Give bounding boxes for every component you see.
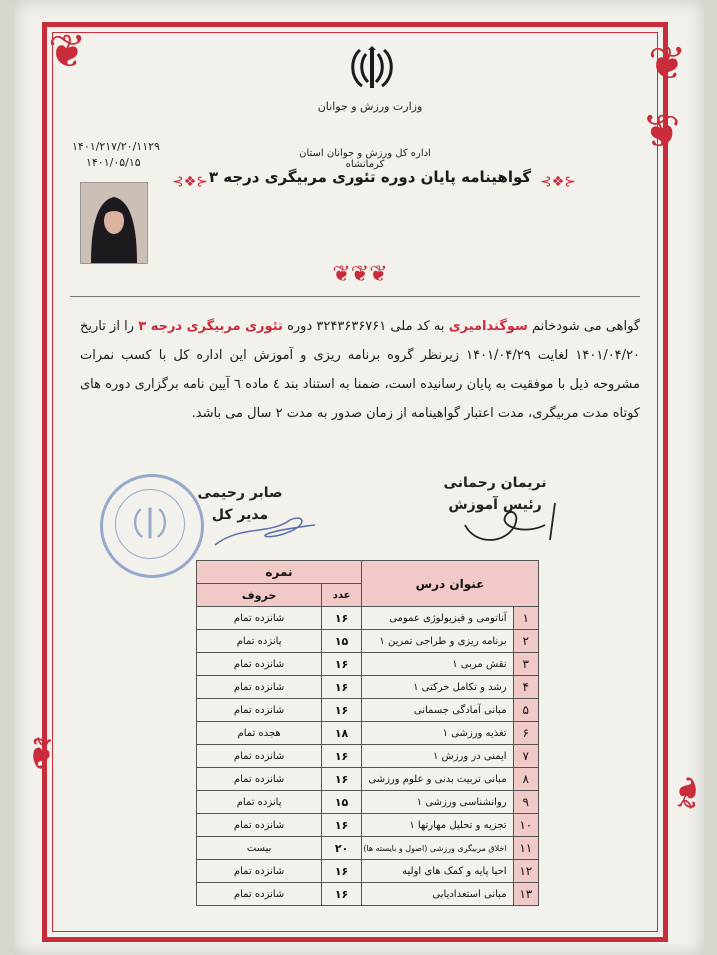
- grade-words: شانزده تمام: [197, 676, 322, 699]
- course-title: برنامه ریزی و طراحی تمرین ۱: [361, 630, 513, 653]
- grade-number: ۱۶: [322, 860, 362, 883]
- row-number: ۸: [513, 768, 538, 791]
- row-number: ۱۱: [513, 837, 538, 860]
- grade-words: شانزده تمام: [197, 653, 322, 676]
- table-row: [197, 630, 539, 653]
- grade-number: ۱۵: [322, 630, 362, 653]
- grade-words: هجده تمام: [197, 722, 322, 745]
- grade-words: شانزده تمام: [197, 883, 322, 906]
- grade-number: ۱۶: [322, 768, 362, 791]
- table-row: [197, 699, 539, 722]
- header-number: عدد: [322, 584, 362, 607]
- iran-emblem-icon: [346, 44, 398, 92]
- holder-name: سوگندامیری: [448, 319, 528, 334]
- title-ornament-right: ⊰❖⊱: [540, 174, 577, 190]
- stamp-emblem-icon: [130, 503, 170, 543]
- course-title: رشد و تکامل حرکتی ۱: [361, 676, 513, 699]
- side-ornament-right-top: ❦: [642, 104, 681, 158]
- grade-words: شانزده تمام: [197, 745, 322, 768]
- grade-number: ۱۵: [322, 791, 362, 814]
- ministry-name: وزارت ورزش و جوانان: [317, 100, 423, 113]
- office-name: اداره کل ورزش و جوانان استان کرمانشاه: [299, 148, 431, 170]
- row-number: ۵: [513, 699, 538, 722]
- header-grade: نمره: [197, 561, 362, 584]
- course-title: روانشناسی ورزشی ۱: [361, 791, 513, 814]
- grade-words: شانزده تمام: [197, 814, 322, 837]
- certificate-title: گواهینامه پایان دوره تئوری مربیگری درجه ۳: [208, 168, 532, 186]
- body-text-part1: گواهی می شودخانم: [527, 319, 641, 334]
- official-stamp: [100, 474, 204, 578]
- grade-words: پانزده تمام: [197, 791, 322, 814]
- grade-number: ۱۶: [322, 653, 362, 676]
- body-text-part3: را از تاریخ ۱۴۰۱/۰۴/۲۰ لغایت ۱۴۰۱/۰۴/۲۹ زیرنظر گروه برنامه ریزی و آموزش این اداره کل با کسب نمرات مشروحه ذیل با موفقیت به پایان رسانیده است، ضمنا به استناد بند ٤ ماده ٦ آیین نامه برگزاری دوره های کوتاه مدت مربیگری، مدت اعتبار گواهینامه از زمان صدور به مدت ۲ سال می باشد.: [80, 319, 641, 421]
- training-head-signature: [455, 495, 585, 550]
- table-row: [197, 745, 539, 768]
- course-title: احیا پایه و کمک های اولیه: [361, 860, 513, 883]
- row-number: ۶: [513, 722, 538, 745]
- course-title: نقش مربی ۱: [361, 653, 513, 676]
- grade-words: پانزده تمام: [197, 630, 322, 653]
- table-row: [197, 722, 539, 745]
- course-title: مبانی استعدادیابی: [361, 883, 513, 906]
- course-title: اخلاق مربیگری ورزشی (اصول و بایسته ها): [361, 837, 513, 860]
- table-row: [197, 676, 539, 699]
- grade-words: شانزده تمام: [197, 768, 322, 791]
- body-text-part2: به کد ملی ۳۲۴۳۶۳۶۷۶۱ دوره: [282, 319, 449, 334]
- course-title: مبانی آمادگی جسمانی: [361, 699, 513, 722]
- grade-number: ۱۸: [322, 722, 362, 745]
- row-number: ۱۳: [513, 883, 538, 906]
- table-row: [197, 883, 539, 906]
- course-title: تجزیه و تحلیل مهارتها ۱: [361, 814, 513, 837]
- training-head-name: نریمان رحمانی: [443, 475, 547, 491]
- director-name: صابر رحیمی: [197, 485, 283, 501]
- divider-line: [70, 296, 640, 297]
- training-head-title: رئیس آموزش: [448, 497, 542, 513]
- grade-number: ۱۶: [322, 676, 362, 699]
- title-ornament-left: ⊰❖⊱: [172, 174, 209, 190]
- row-number: ۳: [513, 653, 538, 676]
- row-number: ۷: [513, 745, 538, 768]
- grade-words: شانزده تمام: [197, 699, 322, 722]
- grade-number: ۱۶: [322, 699, 362, 722]
- grade-number: ۲۰: [322, 837, 362, 860]
- grade-words: شانزده تمام: [197, 607, 322, 630]
- corner-ornament-top-right: ❦: [648, 36, 687, 90]
- row-number: ۱: [513, 607, 538, 630]
- row-number: ۱۰: [513, 814, 538, 837]
- director-signature: [210, 505, 320, 555]
- grade-words: بیست: [197, 837, 322, 860]
- table-row: [197, 791, 539, 814]
- header-course-title: عنوان درس: [361, 561, 538, 607]
- grades-table: [196, 560, 539, 906]
- row-number: ۱۲: [513, 860, 538, 883]
- table-row: [197, 814, 539, 837]
- table-row: [197, 653, 539, 676]
- issue-date: ۱۴۰۱/۰۵/۱۵: [86, 156, 141, 169]
- row-number: ۴: [513, 676, 538, 699]
- table-row: [197, 860, 539, 883]
- grade-words: شانزده تمام: [197, 860, 322, 883]
- side-ornament-left-bottom: ❧: [14, 733, 69, 773]
- grade-number: ۱۶: [322, 607, 362, 630]
- director-title: مدیر کل: [211, 507, 269, 523]
- table-row: [197, 768, 539, 791]
- corner-ornament-top-left: ❦: [48, 24, 87, 78]
- grade-number: ۱۶: [322, 745, 362, 768]
- course-title: آناتومی و فیزیولوژی عمومی: [361, 607, 513, 630]
- reference-number: ۱۴۰۱/۲۱۷/۲۰/۱۱۲۹: [72, 140, 160, 153]
- table-row: [197, 837, 539, 860]
- course-title: مبانی تربیت بدنی و علوم ورزشی: [361, 768, 513, 791]
- side-ornament-right-bottom: ❧: [660, 773, 715, 813]
- certificate-body-text: [80, 312, 640, 428]
- course-title: تغذیه ورزشی ۱: [361, 722, 513, 745]
- row-number: ۹: [513, 791, 538, 814]
- section-divider-ornament: ❦❦❦: [332, 262, 388, 287]
- header-words: حروف: [197, 584, 322, 607]
- row-number: ۲: [513, 630, 538, 653]
- course-name: تئوری مربیگری درجه ۳: [138, 319, 283, 334]
- grade-number: ۱۶: [322, 814, 362, 837]
- table-row: [197, 607, 539, 630]
- course-title: ایمنی در ورزش ۱: [361, 745, 513, 768]
- grade-number: ۱۶: [322, 883, 362, 906]
- table-header-row: [197, 561, 539, 584]
- holder-photo: [80, 182, 148, 264]
